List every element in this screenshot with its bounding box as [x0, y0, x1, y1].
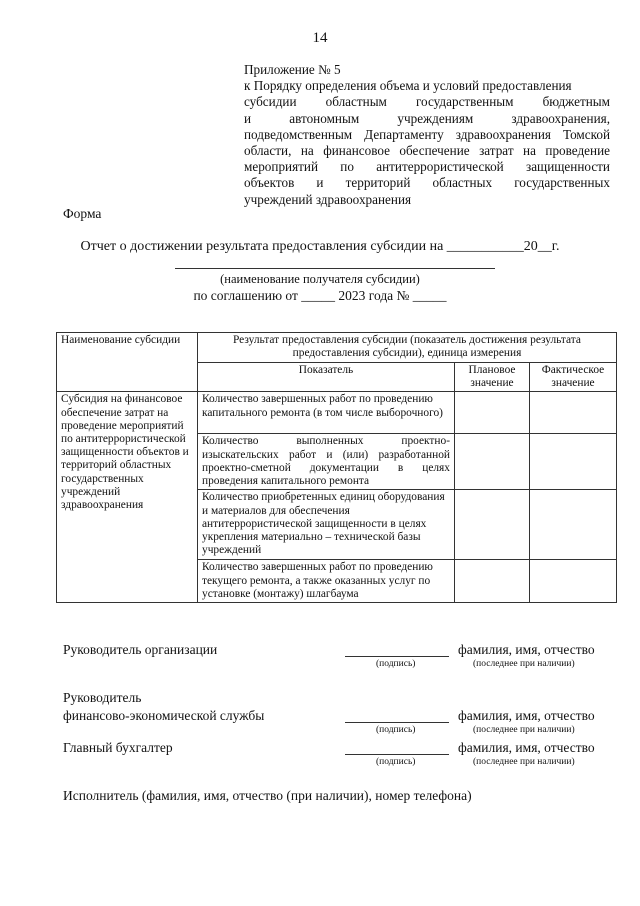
- actual-cell: [530, 392, 617, 434]
- planned-cell: [455, 560, 530, 603]
- actual-cell: [530, 434, 617, 490]
- actual-cell: [530, 560, 617, 603]
- patronymic-caption: (последнее при наличии): [473, 757, 575, 767]
- head-fin-label-1: Руководитель: [63, 690, 142, 705]
- agreement-line: по соглашению от _____ 2023 года № _____: [193, 288, 447, 303]
- appendix-line: объектов и территорий областных государственных: [244, 175, 610, 191]
- fio-label: фамилия, имя, отчество: [458, 642, 595, 657]
- planned-cell: [455, 434, 530, 490]
- appendix-line: области, на финансовое обеспечение затрат на проведение: [244, 143, 610, 159]
- patronymic-caption: (последнее при наличии): [473, 725, 575, 735]
- head-org-label: Руководитель организации: [63, 642, 218, 657]
- head-fin-label-2: финансово-экономической службы: [63, 708, 265, 723]
- appendix-line: субсидии областным государственным бюджетным: [244, 94, 610, 110]
- header-planned: Плановое значение: [455, 363, 530, 392]
- appendix-line: к Порядку определения объема и условий предоставления: [244, 78, 572, 94]
- executor-line: Исполнитель (фамилия, имя, отчество (при наличии), номер телефона): [63, 788, 472, 803]
- signature-caption: (подпись): [376, 725, 416, 735]
- header-subsidy-name: Наименование субсидии: [57, 333, 198, 392]
- patronymic-caption: (последнее при наличии): [473, 659, 575, 669]
- indicator-cell: Количество завершенных работ по проведению текущего ремонта, а также оказанных услуг по установке (монтажу) шлагбаума: [198, 560, 455, 603]
- indicator-cell: Количество выполненных проектно-изыскательских работ и (или) разработанной проектно-сметной документации в целях проведения капитального ремонта: [198, 434, 455, 490]
- header-indicator: Показатель: [198, 363, 455, 392]
- signature-line: [345, 722, 449, 723]
- fio-label: фамилия, имя, отчество: [458, 740, 595, 755]
- chief-accountant-label: Главный бухгалтер: [63, 740, 173, 755]
- appendix-line: и автономным учреждениям здравоохранения,: [244, 110, 610, 126]
- appendix-line: подведомственным Департаменту здравоохранения Томской: [244, 126, 610, 142]
- actual-cell: [530, 490, 617, 560]
- page-number: 14: [312, 30, 328, 46]
- indicator-cell: Количество приобретенных единиц оборудования и материалов для обеспечения антитеррористической защищенности в целях укрепления материально – технической базы учреждений: [198, 490, 455, 560]
- signature-caption: (подпись): [376, 757, 416, 767]
- header-result: Результат предоставления субсидии (показатель достижения результата предоставления субсидии), единица измерения: [198, 333, 617, 363]
- report-title: Отчет о достижении результата предоставления субсидии на ___________20__г.: [80, 239, 560, 254]
- appendix-title: Приложение № 5: [244, 62, 341, 77]
- recipient-line: [175, 268, 495, 269]
- recipient-caption: (наименование получателя субсидии): [220, 272, 420, 286]
- appendix-line: учреждений здравоохранения: [244, 191, 412, 207]
- planned-cell: [455, 392, 530, 434]
- appendix-block: [244, 62, 610, 208]
- appendix-line: мероприятий по антитеррористической защищенности: [244, 159, 610, 175]
- report-table: [56, 332, 617, 603]
- table-row: [57, 392, 617, 434]
- indicator-cell: Количество завершенных работ по проведению капитального ремонта (в том числе выборочного): [198, 392, 455, 434]
- signature-caption: (подпись): [376, 659, 416, 669]
- signature-line: [345, 656, 449, 657]
- planned-cell: [455, 490, 530, 560]
- signature-line: [345, 754, 449, 755]
- form-label: Форма: [63, 206, 102, 221]
- subsidy-name-cell: Субсидия на финансовое обеспечение затрат на проведение мероприятий по антитеррористической защищенности объектов и территорий областных государственных учреждений здравоохранения: [57, 392, 198, 603]
- header-actual: Фактическое значение: [530, 363, 617, 392]
- fio-label: фамилия, имя, отчество: [458, 708, 595, 723]
